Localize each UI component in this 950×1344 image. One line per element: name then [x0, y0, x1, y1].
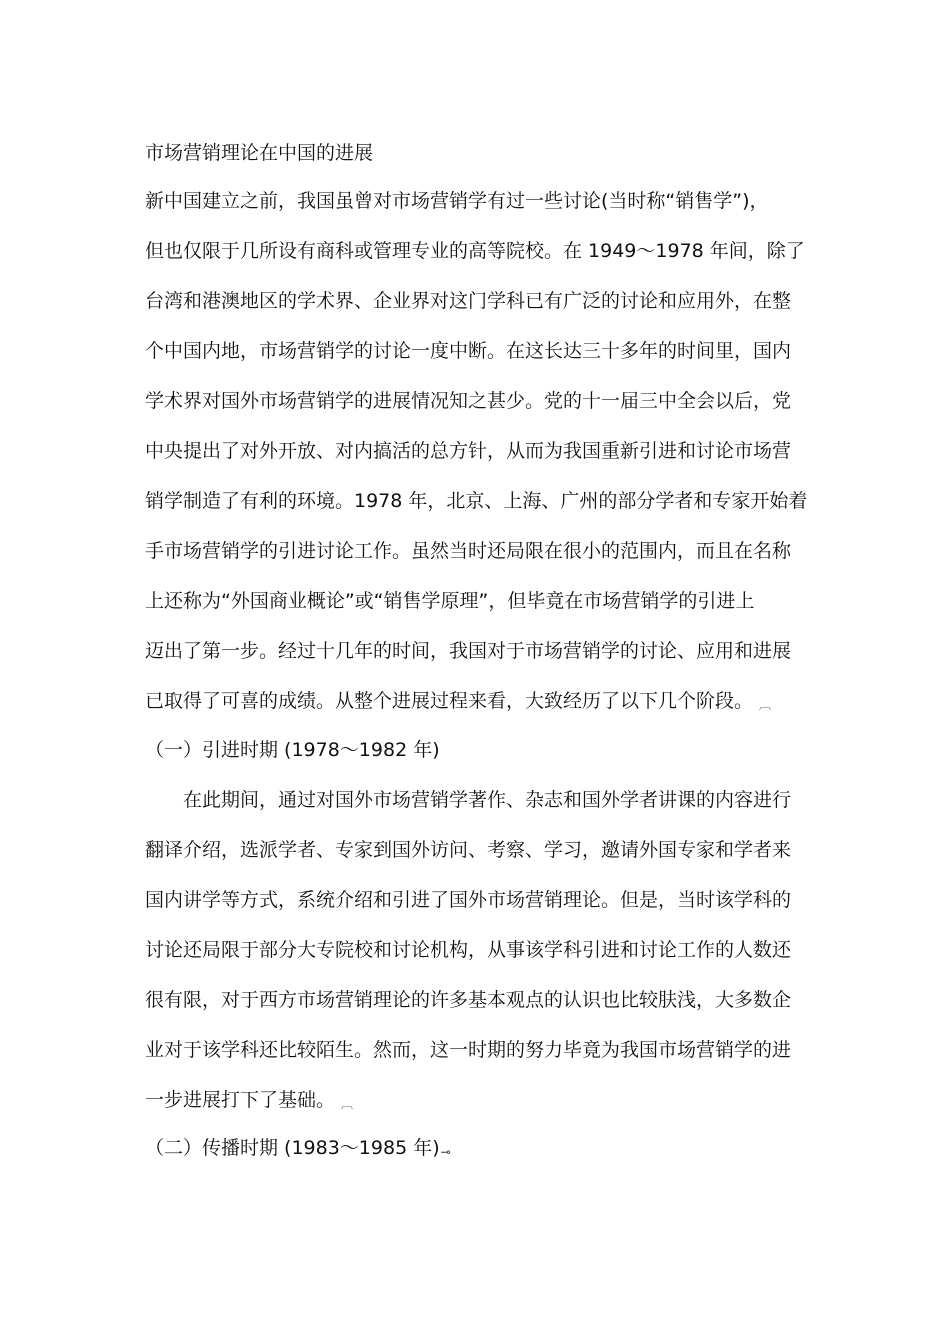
paragraph-mark-icon: ︹ — [341, 1097, 354, 1111]
paragraph-line: 上还称为“外国商业概论”或“销售学原理”，但毕竟在市场营销学的引进上 — [145, 590, 755, 612]
paragraph-line: 台湾和港澳地区的学术界、企业界对这门学科已有广泛的讨论和应用外，在整 — [145, 290, 792, 312]
paragraph-line: 在此期间，通过对国外市场营销学著作、杂志和国外学者讲课的内容进行 — [183, 789, 792, 811]
document-title: 市场营销理论在中国的进展 — [145, 142, 374, 164]
paragraph-mark-icon: ⊸ — [440, 1145, 451, 1159]
section-heading-2 — [145, 1135, 451, 1165]
paragraph-line: 手市场营销学的引进讨论工作。虽然当时还局限在很小的范围内，而且在名称 — [145, 540, 792, 562]
paragraph-line: 很有限，对于西方市场营销理论的许多基本观点的认识也比较肤浅，大多数企 — [145, 989, 792, 1011]
heading-text: （二）传播时期 (1983～1985 年) — [145, 1137, 440, 1159]
paragraph-line: 中央提出了对外开放、对内搞活的总方针，从而为我国重新引进和讨论市场营 — [145, 440, 792, 462]
paragraph-line: 国内讲学等方式，系统介绍和引进了国外市场营销理论。但是，当时该学科的 — [145, 889, 792, 911]
section-heading-1: （一）引进时期 (1978～1982 年) — [145, 739, 440, 761]
paragraph-line: 新中国建立之前，我国虽曾对市场营销学有过一些讨论(当时称“销售学”)， — [145, 190, 769, 212]
paragraph-line: 讨论还局限于部分大专院校和讨论机构，从事该学科引进和讨论工作的人数还 — [145, 939, 792, 961]
paragraph-line-last — [145, 688, 771, 718]
paragraph-line-last — [145, 1087, 353, 1117]
paragraph-line: 但也仅限于几所设有商科或管理专业的高等院校。在 1949～1978 年间，除了 — [145, 240, 805, 262]
paragraph-line: 翻译介绍，选派学者、专家到国外访问、考察、学习，邀请外国专家和学者来 — [145, 839, 792, 861]
paragraph-line: 学术界对国外市场营销学的进展情况知之甚少。党的十一届三中全会以后，党 — [145, 390, 792, 412]
paragraph-line: 个中国内地，市场营销学的讨论一度中断。在这长达三十多年的时间里，国内 — [145, 340, 792, 362]
paragraph-text: 一步进展打下了基础。 — [145, 1089, 336, 1111]
paragraph-text: 已取得了可喜的成绩。从整个进展过程来看，大致经历了以下几个阶段。 — [145, 690, 754, 712]
paragraph-line: 迈出了第一步。经过十几年的时间，我国对于市场营销学的讨论、应用和进展 — [145, 640, 792, 662]
paragraph-line: 业对于该学科还比较陌生。然而，这一时期的努力毕竟为我国市场营销学的进 — [145, 1039, 792, 1061]
paragraph-line: 销学制造了有利的环境。1978 年，北京、上海、广州的部分学者和专家开始着 — [145, 490, 808, 512]
paragraph-mark-icon: ︹ — [759, 698, 772, 712]
